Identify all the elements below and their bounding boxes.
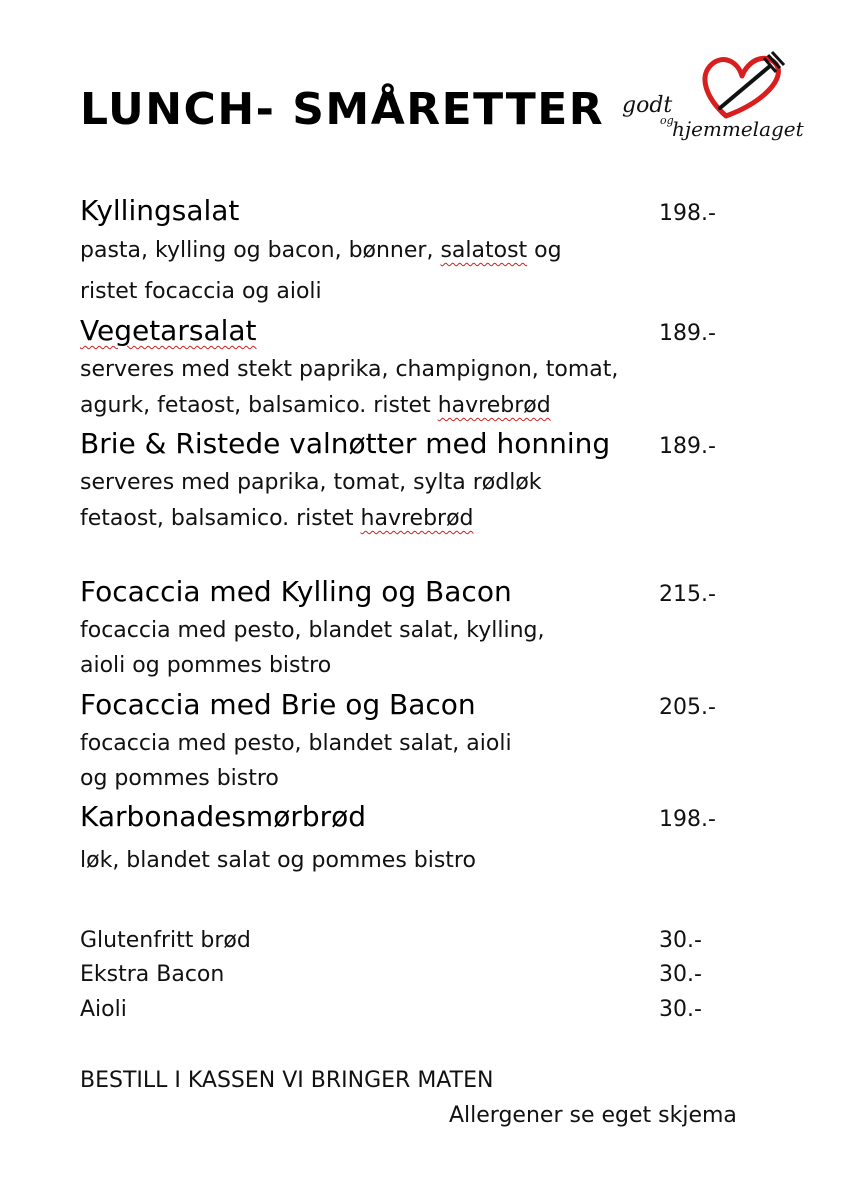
dish-description-line: focaccia med pesto, blandet salat, aioli [80,731,512,756]
dish-price: 198.- [659,807,716,832]
extra-item-name: Aioli [80,997,127,1022]
dish-description-line: aioli og pommes bistro [80,653,332,678]
extra-item-price: 30.- [659,962,702,987]
dish-price: 215.- [659,582,716,607]
desc-text-flagged: havrebrød [437,393,551,418]
dish-description-line [80,393,551,418]
dish-description-line: ristet focaccia og aioli [80,279,322,304]
dish-name: Brie & Ristede valnøtter med honning [80,427,611,460]
dish-name: Focaccia med Kylling og Bacon [80,575,512,608]
desc-text: pasta, kylling og bacon, bønner, [80,238,441,263]
dish-description-line: focaccia med pesto, blandet salat, kylling, [80,618,545,643]
logo-word-godt: godt [622,93,673,118]
dish-price: 198.- [659,201,716,226]
dish-name: Kyllingsalat [80,194,240,227]
dish-name: Karbonadesmørbrød [80,800,367,833]
dish-name: Focaccia med Brie og Bacon [80,688,476,721]
dish-description-line [80,506,474,531]
brand-logo [614,46,804,152]
desc-text-flagged: salatost [440,238,528,263]
dish-description-line: serveres med paprika, tomat, sylta rødløk [80,470,542,495]
extra-item-name: Ekstra Bacon [80,962,225,987]
dish-price: 189.- [659,434,716,459]
extra-item-name: Glutenfritt brød [80,928,251,953]
extra-item-price: 30.- [659,997,702,1022]
page-title: LUNCH- SMÅRETTER [80,84,605,135]
dish-price: 205.- [659,695,716,720]
dish-price: 189.- [659,321,716,346]
dish-description-line [80,238,562,263]
logo-word-hjemmelaget: hjemmelaget [672,117,804,141]
dish-description-line: serveres med stekt paprika, champignon, tomat, [80,357,619,382]
dish-name: Vegetarsalat [80,314,257,347]
dish-description-line: løk, blandet salat og pommes bistro [80,848,476,873]
logo-word-og: og [660,114,674,127]
dish-description-line: og pommes bistro [80,766,279,791]
order-note: BESTILL I KASSEN VI BRINGER MATEN [80,1068,494,1093]
desc-text-flagged: havrebrød [360,506,474,531]
desc-text: fetaost, balsamico. ristet [80,506,361,531]
desc-text: agurk, fetaost, balsamico. ristet [80,393,438,418]
extra-item-price: 30.- [659,928,702,953]
allergen-note: Allergener se eget skjema [449,1103,737,1128]
heart-fork-icon [614,46,804,152]
desc-text: og [527,238,562,263]
